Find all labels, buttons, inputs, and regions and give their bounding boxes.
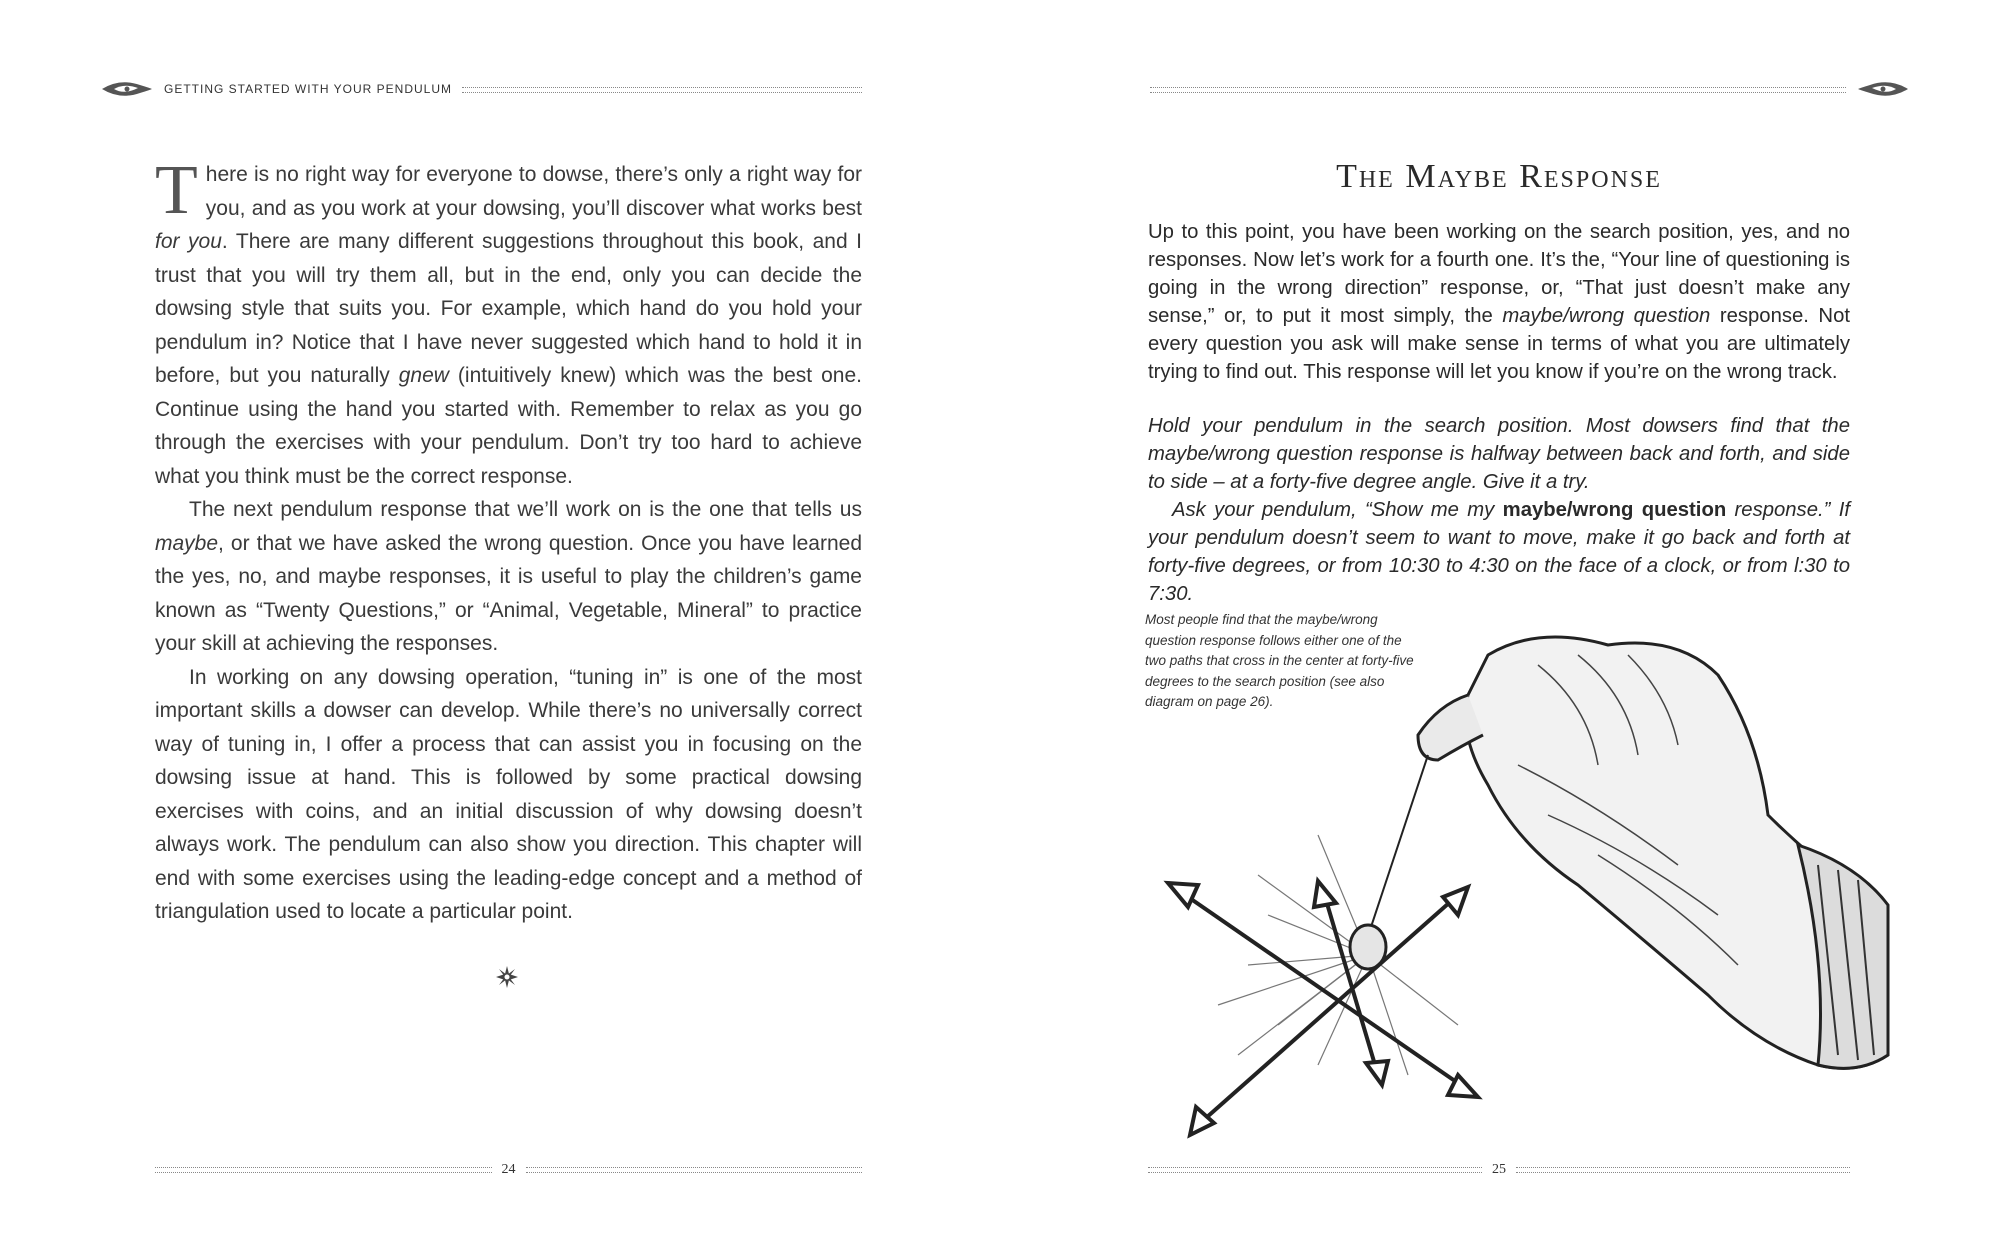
page-number: 24 xyxy=(501,1162,516,1177)
left-page xyxy=(0,0,998,1258)
dotted-rule xyxy=(462,87,862,93)
running-head-title: GETTING STARTED WITH YOUR PENDULUM xyxy=(164,82,453,96)
paragraph-3: Ask your pendulum, “Show me my maybe/wrong question response.” If your pendulum doesn’t seem to want to move, make it go back and forth at forty-five degrees, or from 10:30 to 4:30 on the face of a clock, or from l:30 to 7:30. xyxy=(1148,499,1850,605)
left-folio xyxy=(155,1162,862,1178)
paragraph-1: There is no right way for everyone to dowse, there’s only a right way for you, and as you work at your dowsing, you’ll discover what works best for you. There are many different suggestions throughout this book, and I trust that you will try them all, but in the end, only you can decide the dowsing style that suits you. For example, which hand do you hold your pendulum in? Notice that I have never suggested which hand to hold it in before, but you naturally gnew (intuitively knew) which was the best one. Continue using the hand you started with. Remember to relax as you go through the exercises with your pendulum. Don’t try too hard to achieve what you think must be the correct response. xyxy=(155,152,862,488)
right-page xyxy=(998,0,1997,1258)
paragraph-2: Hold your pendulum in the search position. Most dowsers find that the maybe/wrong question response is halfway between back and forth, and side to side – at a forty-five degree angle. Give it a try. xyxy=(1148,415,1850,493)
page-number: 25 xyxy=(1492,1162,1506,1177)
section-title: The Maybe Response xyxy=(1336,158,1662,195)
right-running-head xyxy=(1150,78,1910,100)
drop-cap: T xyxy=(155,152,198,229)
left-body-text xyxy=(155,152,862,929)
dotted-rule xyxy=(155,1167,492,1173)
leaf-ornament-icon xyxy=(100,78,154,100)
right-body-text xyxy=(1148,218,1850,608)
leaf-ornament-icon xyxy=(1856,78,1910,100)
star-icon xyxy=(496,966,518,988)
figure-caption: Most people find that the maybe/wrong question response follows either one of the two paths that cross in the center at forty-five degrees to the search position (see also diagram on page 26). xyxy=(1145,612,1414,709)
dotted-rule xyxy=(1516,1167,1850,1173)
dotted-rule xyxy=(526,1167,863,1173)
left-running-head xyxy=(100,78,862,100)
hand-holding-pendulum-illustration xyxy=(1118,585,1898,1145)
paragraph-2: The next pendulum response that we’ll work on is the one that tells us maybe, or that we have asked the wrong question. Once you have learned the yes, no, and maybe responses, it is useful to play the children’s game known as “Twenty Questions,” or “Animal, Vegetable, Mineral” to practice your skill at achieving the responses. xyxy=(155,498,862,655)
dotted-rule xyxy=(1150,87,1846,93)
paragraph-1: Up to this point, you have been working on the search position, yes, and no responses. Now let’s work for a fourth one. It’s the, “Your line of questioning is going in the wrong direction” response, or, “That just doesn’t make any sense,” or, to put it most simply, the maybe/wrong question response. Not every question you ask will make sense in terms of what you are ultimately trying to find out. This response will let you know if you’re on the wrong track. xyxy=(1148,221,1850,383)
dotted-rule xyxy=(1148,1167,1482,1173)
paragraph-3: In working on any dowsing operation, “tuning in” is one of the most important skills a dowser can develop. While there’s no universally correct way of tuning in, I offer a process that can assist you in focusing on the dowsing issue at hand. This is followed by some practical dowsing exercises with coins, and an initial discussion of why dowsing doesn’t always work. The pendulum can also show you direction. This chapter will end with some exercises using the leading-edge concept and a method of triangulation used to locate a particular point. xyxy=(155,665,862,923)
right-folio xyxy=(1148,1162,1850,1178)
